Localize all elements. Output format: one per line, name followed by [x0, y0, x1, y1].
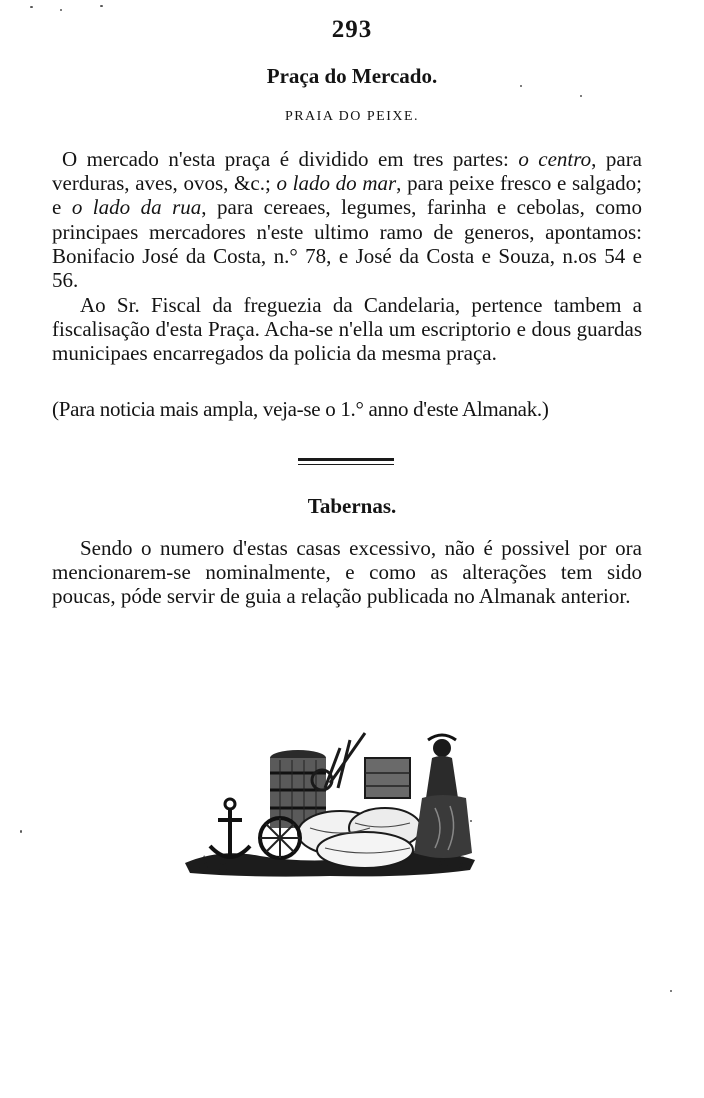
almanak-reference-note: (Para noticia mais ampla, veja-se o 1.° anno d'este Almanak.) — [52, 397, 549, 421]
paragraph-mercado-2 — [52, 293, 642, 366]
section-heading-tabernas: Tabernas. — [307, 494, 397, 518]
section-divider — [298, 458, 394, 461]
mercado-italic-centro: o centro — [518, 147, 592, 171]
paragraph-mercado-1 — [52, 147, 642, 292]
print-speck — [520, 85, 522, 87]
print-speck — [470, 820, 472, 822]
print-speck — [670, 990, 672, 992]
mercado-text-4: , para cereaes, legumes, farinha e cebolas, como principaes mercadores n'este ultimo ramo de generos, apontamos: Bonifacio José da Costa, n.° 78, e José da Costa e Souza, n.os 54 e 56. — [52, 195, 642, 293]
print-speck — [60, 9, 62, 11]
mercado-fiscal-text: Ao Sr. Fiscal da freguezia da Candelaria, pertence tambem a fiscalisação d'esta Praça. Acha-se n'ella um escriptorio e dous guardas municipaes encarregados da policia da mesma praça. — [52, 293, 642, 366]
mercado-italic-lado-mar: o lado do mar — [276, 171, 397, 196]
print-speck — [20, 830, 22, 833]
print-speck — [30, 6, 33, 8]
tabernas-text: Sendo o numero d'estas casas excessivo, não é possivel por ora mencionarem-se nominalmente, e como as alterações tem sido poucas, póde servir de guia a relação publicada no Almanak anterior. — [52, 536, 642, 609]
section-heading-mercado: Praça do Mercado. — [266, 64, 438, 88]
mercado-text-2: , para verduras, aves, ovos, &c.; — [52, 147, 643, 196]
print-speck — [580, 95, 582, 97]
paragraph-tabernas — [52, 536, 642, 609]
mercado-text-3: , para peixe fresco e salgado; e — [52, 171, 642, 220]
market-goods-vignette-icon — [180, 728, 480, 888]
section-subheading-praia: PRAIA DO PEIXE. — [284, 109, 420, 124]
mercado-text-1: O mercado n'esta praça é dividido em tres partes: — [62, 147, 519, 171]
page-number: 293 — [331, 16, 373, 43]
print-speck — [100, 5, 103, 7]
mercado-italic-lado-rua: o lado da rua — [71, 195, 202, 220]
